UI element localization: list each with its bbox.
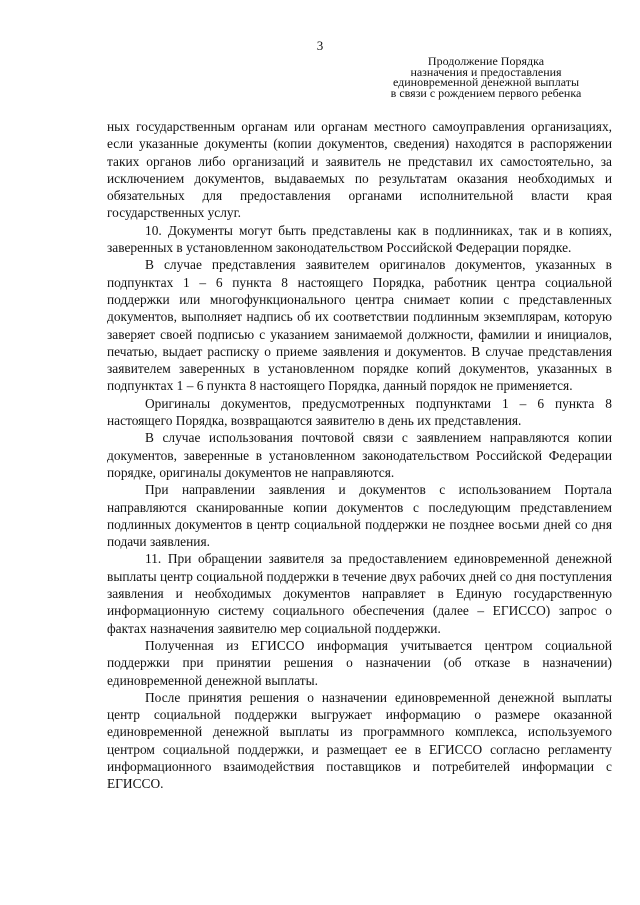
paragraph-postal: В случае использования почтовой связи с заявлением направляются копии документов, заверенные в установленном законодательством Российской Федерации порядке, оригиналы документов не направляются. [107, 430, 612, 480]
paragraph-egisso-upload: После принятия решения о назначении единовременной денежной выплаты центр социальной поддержки выгружает информацию о размере оказанной единовременной денежной выплаты из программного комплекса, используемого центром социальной поддержки, и размещает ее в ЕГИССО согласно регламенту информационного взаимодействия поставщиков и потребителей информации с ЕГИССО. [107, 689, 612, 792]
paragraph-item-10: 10. Документы могут быть представлены как в подлинниках, так и в копиях, заверенных в установленном законодательством Российской Федерации порядке. [107, 222, 612, 256]
body-text [107, 118, 612, 793]
header-note-line: Продолжение Порядка [427, 54, 545, 68]
header-note-line: назначения и предоставления [410, 64, 562, 79]
paragraph-originals-return: Оригиналы документов, предусмотренных подпунктами 1 – 6 пункта 8 настоящего Порядка, возвращаются заявителю в день их представления. [107, 395, 612, 429]
paragraph-portal: При направлении заявления и документов с использованием Портала направляются сканированные копии документов с последующим представлением подлинных документов в центр социальной поддержки не позднее восьми дней со дня подачи заявления. [107, 482, 612, 550]
header-note-line: в связи с рождением первого ребенка [390, 85, 582, 100]
header-note [366, 56, 606, 98]
paragraph-continuation: ных государственным органам или органам местного самоуправления организациях, если указанные документы (копии документов, сведения) находятся в распоряжении таких органов либо организаций и заявитель не представил их самостоятельно, за исключением документов, выдаваемых по результатам оказания необходимых и обязательных для предоставления органами исполнительной власти края государственных услуг. [107, 119, 612, 221]
page-number: 3 [316, 38, 324, 53]
paragraph-originals-procedure: В случае представления заявителем оригиналов документов, указанных в подпунктах 1 – 6 пункта 8 настоящего Порядка, работник центра социальной поддержки или многофункционального центра снимает копии с представленных документов, выполняет надпись об их соответствии подлинным экземплярам, которую заверяет своей подписью с указанием занимаемой должности, фамилии и инициалов, печатью, выдает расписку о приеме заявления и документов. В случае представления заявителем заверенных в установленном порядке копий документов, указанных в подпунктах 1 – 6 пункта 8 настоящего Порядка, данный порядок не применяется. [107, 257, 612, 394]
paragraph-egisso-info: Полученная из ЕГИССО информация учитывается центром социальной поддержки при принятии решения о назначении (об отказе в назначении) единовременной денежной выплаты. [107, 637, 612, 688]
header-note-line: единовременной денежной выплаты [392, 75, 580, 89]
paragraph-item-11: 11. При обращении заявителя за предоставлением единовременной денежной выплаты центр социальной поддержки в течение двух рабочих дней со дня поступления заявления и необходимых документов направляет в Единую государственную информационную систему социального обеспечения (далее – ЕГИССО) запрос о фактах назначения заявителю мер социальной поддержки. [107, 551, 612, 636]
